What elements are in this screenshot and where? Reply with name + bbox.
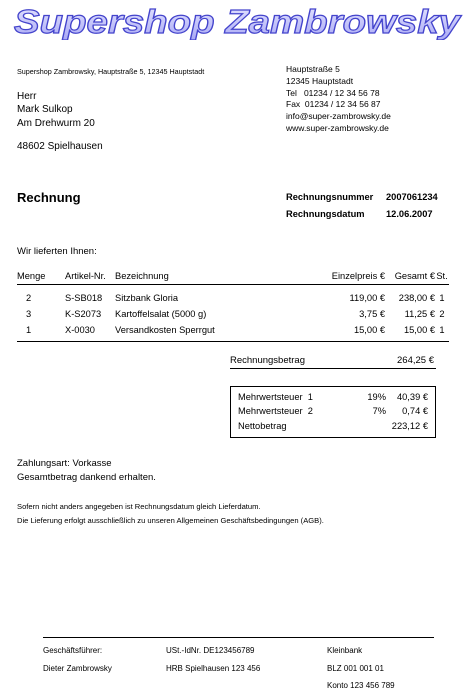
cell-article: X-0030 [65, 322, 115, 342]
invoice-date-label: Rechnungsdatum [286, 208, 365, 219]
vat1-rate: 19% [367, 392, 386, 402]
vat2-row [238, 406, 428, 420]
payment-method: Zahlungsart: Vorkasse [17, 458, 112, 469]
company-website: www.super-zambrowsky.de [286, 122, 389, 133]
vat2-label: Mehrwertsteuer 2 [238, 406, 313, 416]
header-tax: St. [435, 269, 449, 285]
company-contact [286, 64, 391, 135]
recipient-salutation: Herr [17, 91, 37, 102]
recipient-name: Mark Sulkop [17, 104, 73, 116]
table-row [17, 306, 449, 322]
tax-summary-box [230, 386, 436, 438]
invoice-amount: 264,25 € [397, 355, 434, 366]
cell-total: 11,25 € [404, 309, 435, 319]
company-email: info@super-zambrowsky.de [286, 111, 391, 122]
invoice-number-label: Rechnungsnummer [286, 192, 374, 202]
cell-unit-price: 3,75 € [359, 309, 385, 319]
payment-info [17, 457, 156, 484]
company-city: 12345 Hauptstadt [286, 75, 354, 86]
cell-description: Kartoffelsalat (5000 g) [115, 309, 207, 319]
cell-qty: 2 [26, 293, 32, 303]
header-unit-price: Einzelpreis € [305, 269, 385, 285]
invoice-meta [286, 189, 438, 222]
cell-total: 238,00 € [398, 293, 435, 303]
net-amount: 223,12 € [391, 421, 428, 431]
cell-description: Versandkosten Sperrgut [115, 322, 305, 342]
cell-qty: 1 [17, 322, 65, 342]
invoice-amount-row [230, 355, 436, 366]
cell-tax: 1 [439, 293, 445, 303]
items-table [17, 269, 449, 342]
terms-text [17, 500, 324, 528]
invoice-date: 12.06.2007 [386, 208, 433, 219]
vat1-amount: 40,39 € [396, 392, 428, 402]
table-row [17, 285, 449, 307]
cell-article: S-SB018 [65, 293, 103, 303]
header-article: Artikel-Nr. [65, 269, 115, 285]
header-description: Bezeichnung [115, 269, 305, 285]
invoice-number: 2007061234 [386, 192, 438, 202]
cell-tax: 2 [439, 309, 445, 319]
footer-divider [43, 637, 434, 638]
footer-vat-id: USt.-IdNr. DE123456789 [166, 646, 255, 655]
vat1-label: Mehrwertsteuer 1 [238, 392, 313, 402]
cell-unit-price: 119,00 € [349, 293, 385, 303]
company-phone: Tel 01234 / 12 34 56 78 [286, 87, 380, 98]
footer-register: HRB Spielhausen 123 456 [166, 663, 261, 673]
sender-line: Supershop Zambrowsky, Hauptstraße 5, 12345 Hauptstadt [17, 67, 205, 76]
footer-management [43, 642, 112, 677]
company-street: Hauptstraße 5 [286, 64, 340, 74]
footer-registration [166, 642, 260, 677]
cell-description: Sitzbank Gloria [115, 293, 179, 303]
vat1-row [238, 392, 428, 406]
terms-line: Die Lieferung erfolgt ausschließlich zu unseren Allgemeinen Geschäftsbedingungen (AGB). [17, 516, 324, 525]
terms-line: Sofern nicht anders angegeben ist Rechnungsdatum gleich Lieferdatum. [17, 502, 261, 511]
cell-unit-price: 15,00 € [305, 322, 385, 342]
payment-thanks: Gesamtbetrag dankend erhalten. [17, 471, 156, 483]
header-qty: Menge [17, 269, 65, 285]
cell-qty: 3 [26, 309, 32, 319]
vat2-amount: 0,74 € [402, 406, 428, 416]
net-row [238, 421, 428, 435]
invoice-title: Rechnung [17, 190, 81, 205]
header-total: Gesamt € [385, 269, 435, 285]
invoice-amount-label: Rechnungsbetrag [230, 355, 305, 366]
total-divider [230, 368, 436, 369]
footer-management-name: Dieter Zambrowsky [43, 663, 112, 673]
recipient-street: Am Drehwurm 20 [17, 117, 95, 129]
cell-total: 15,00 € [385, 322, 435, 342]
table-header-row [17, 269, 449, 285]
delivery-intro: Wir lieferten Ihnen: [17, 246, 97, 257]
recipient-address [17, 90, 95, 130]
footer-bank-code: BLZ 001 001 01 [327, 663, 384, 673]
table-row [17, 322, 449, 342]
logo-text: Supershop Zambrowsky [14, 3, 462, 40]
footer-bank-account: Konto 123 456 789 [327, 681, 395, 690]
recipient-city: 48602 Spielhausen [17, 141, 103, 152]
cell-tax: 1 [435, 322, 449, 342]
net-label: Nettobetrag [238, 421, 287, 431]
footer-management-label: Geschäftsführer: [43, 646, 103, 655]
company-fax: Fax 01234 / 12 34 56 87 [286, 99, 381, 110]
cell-article: K-S2073 [65, 309, 102, 319]
vat2-rate: 7% [372, 406, 386, 416]
company-logo [8, 2, 466, 40]
footer-bank-name: Kleinbank [327, 646, 363, 655]
